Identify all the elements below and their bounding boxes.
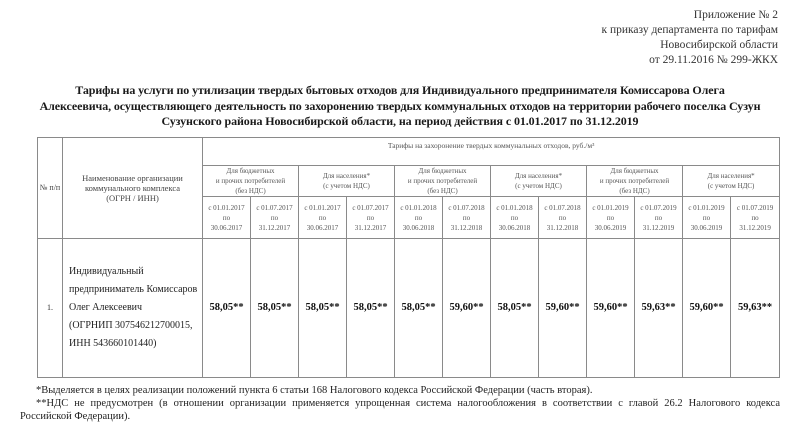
tariff-value: 59,60** [443, 239, 491, 378]
header-row [38, 138, 780, 166]
consumer-group: Для бюджетных и прочих потребителей (без НДС) [203, 166, 299, 197]
title-line: Сузунского района Новосибирской области, на период действия с 01.01.2017 по 31.12.2019 [161, 114, 639, 128]
appendix-date: от 29.11.2016 № 299-ЖКХ [649, 54, 778, 66]
period-cell: с 01.01.2017 по 30.06.2017 [299, 197, 347, 239]
footnotes [20, 384, 780, 423]
title-line: Тарифы на услуги по утилизации твердых бытовых отходов для Индивидуального предпринимателя Комиссарова Олега [75, 83, 725, 97]
tariff-group-header: Тарифы на захоронение твердых коммунальных отходов, руб./м³ [203, 138, 780, 166]
period-cell: с 01.01.2017 по 30.06.2017 [203, 197, 251, 239]
period-cell: с 01.07.2018 по 31.12.2018 [539, 197, 587, 239]
tariff-value: 58,05** [299, 239, 347, 378]
tariff-value: 59,60** [539, 239, 587, 378]
org-line: Олег Алексеевич [69, 302, 143, 313]
period-cell: с 01.01.2019 по 30.06.2019 [587, 197, 635, 239]
org-line: ИНН 543660101440) [69, 338, 157, 349]
org-header-line: (ОГРН / ИНН) [106, 193, 159, 203]
consumer-group: Для населения* (с учетом НДС) [683, 166, 780, 197]
appendix-number: Приложение № 2 [693, 9, 778, 21]
consumer-group: Для бюджетных и прочих потребителей (без НДС) [395, 166, 491, 197]
period-cell: с 01.01.2018 по 30.06.2018 [395, 197, 443, 239]
org-line: предприниматель Комиссаров [69, 284, 198, 295]
period-cell: с 01.07.2017 по 31.12.2017 [347, 197, 395, 239]
consumer-group: Для населения* (с учетом НДС) [299, 166, 395, 197]
appendix-region: Новосибирской области [660, 39, 778, 51]
period-cell: с 01.07.2018 по 31.12.2018 [443, 197, 491, 239]
tariff-value: 58,05** [347, 239, 395, 378]
footnote-no-vat: **НДС не предусмотрен (в отношении организации применяется упрощенная система налогообложения в соответствии с главой 26.2 Налогового кодекса Российской Федерации). [20, 398, 780, 422]
consumer-group: Для бюджетных и прочих потребителей (без НДС) [587, 166, 683, 197]
title-line: Алексеевича, осуществляющего деятельность по захоронению твердых коммунальных отходов на территории рабочего поселка Сузун [39, 98, 761, 113]
tariff-value: 59,60** [683, 239, 731, 378]
tariff-value: 58,05** [395, 239, 443, 378]
footnote-vat-allocation: *Выделяется в целях реализации положений пункта 6 статьи 168 Налогового кодекса Российской Федерации (часть вторая). [36, 385, 593, 396]
org-header-line: коммунального комплекса [84, 183, 181, 193]
org-line: Индивидуальный [69, 266, 144, 277]
tariff-value: 59,63** [635, 239, 683, 378]
tariff-value: 58,05** [203, 239, 251, 378]
column-header-number: № п/п [38, 138, 63, 239]
period-cell: с 01.07.2017 по 31.12.2017 [251, 197, 299, 239]
table-row [38, 239, 780, 378]
row-number: 1. [38, 239, 63, 378]
org-line: (ОГРНИП 307546212700015, [69, 320, 193, 331]
document-title [20, 83, 780, 130]
tariff-value: 58,05** [491, 239, 539, 378]
tariff-value: 58,05** [251, 239, 299, 378]
organization-name [63, 239, 203, 378]
period-cell: с 01.01.2018 по 30.06.2018 [491, 197, 539, 239]
tariff-value: 59,63** [731, 239, 780, 378]
column-header-organization [63, 138, 203, 239]
tariff-value: 59,60** [587, 239, 635, 378]
period-cell: с 01.07.2019 по 31.12.2019 [635, 197, 683, 239]
appendix-order: к приказу департамента по тарифам [601, 24, 778, 36]
period-cell: с 01.07.2019 по 31.12.2019 [731, 197, 780, 239]
tariff-table [37, 137, 780, 378]
consumer-group: Для населения* (с учетом НДС) [491, 166, 587, 197]
period-cell: с 01.01.2019 по 30.06.2019 [683, 197, 731, 239]
appendix-reference [478, 8, 778, 68]
org-header-line: Наименование организации [82, 173, 183, 183]
